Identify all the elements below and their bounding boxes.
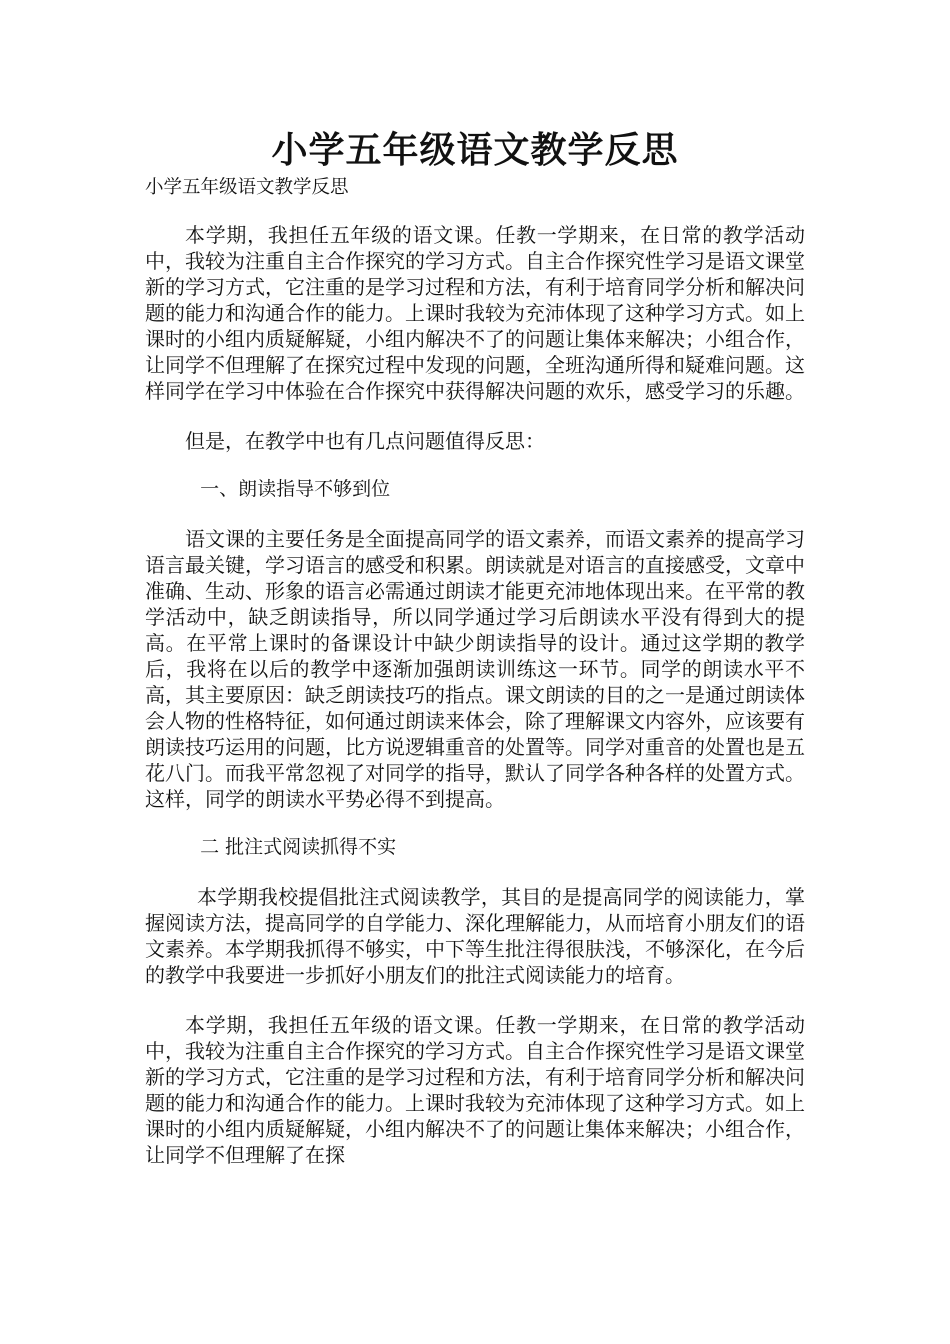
document-page [145,128,805,1168]
document-subtitle: 小学五年级语文教学反思 [145,177,349,198]
paragraph-repeat-intro: 本学期，我担任五年级的语文课。任教一学期来，在日常的教学活动中，我较为注重自主合作探究的学习方式。自主合作探究性学习是语文课堂新的学习方式，它注重的是学习过程和方法，有利于培育同学分析和解决问题的能力和沟通合作的能力。上课时我较为充沛体现了这种学习方式。如上课时的小组内质疑解疑，小组内解决不了的问题让集体来解决；小组合作，让同学不但理解了在探 [145,1013,805,1167]
paragraph-reading-guidance: 语文课的主要任务是全面提高同学的语文素养，而语文素养的提高学习语言最关键，学习语言的感受和积累。朗读就是对语言的直接感受，文章中准确、生动、形象的语言必需通过朗读才能更充沛地体现出来。在平常的教学活动中，缺乏朗读指导，所以同学通过学习后朗读水平没有得到大的提高。在平常上课时的备课设计中缺少朗读指导的设计。通过这学期的教学后，我将在以后的教学中逐渐加强朗读训练这一环节。同学的朗读水平不高，其主要原因：缺乏朗读技巧的指点。课文朗读的目的之一是通过朗读体会人物的性格特征，如何通过朗读来体会，除了理解课文内容外，应该要有朗读技巧运用的问题，比方说逻辑重音的处置等。同学对重音的处置也是五花八门。而我平常忽视了对同学的指导，默认了同学各种各样的处置方式。这样，同学的朗读水平势必得不到提高。 [145,527,805,811]
paragraph-annotation-reading: 本学期我校提倡批注式阅读教学，其目的是提高同学的阅读能力，掌握阅读方法，提高同学的自学能力、深化理解能力，从而培育小朋友们的语文素养。本学期我抓得不够实，中下等生批注得很肤浅，不够深化，在今后的教学中我要进一步抓好小朋友们的批注式阅读能力的培育。 [145,885,805,987]
document-title: 小学五年级语文教学反思 [271,129,679,171]
section-heading-reading: 一、朗读指导不够到位 [200,478,391,500]
paragraph-reflection-lead: 但是，在教学中也有几点问题值得反思： [185,429,545,453]
section-heading-annotation: 二 批注式阅读抓得不实 [200,836,397,858]
paragraph-intro: 本学期，我担任五年级的语文课。任教一学期来，在日常的教学活动中，我较为注重自主合作探究的学习方式。自主合作探究性学习是语文课堂新的学习方式，它注重的是学习过程和方法，有利于培育同学分析和解决问题的能力和沟通合作的能力。上课时我较为充沛体现了这种学习方式。如上课时的小组内质疑解疑，小组内解决不了的问题让集体来解决；小组合作，让同学不但理解了在探究过程中发现的问题，全班沟通所得和疑难问题。这样同学在学习中体验在合作探究中获得解决问题的欢乐，感受学习的乐趣。 [145,223,805,403]
